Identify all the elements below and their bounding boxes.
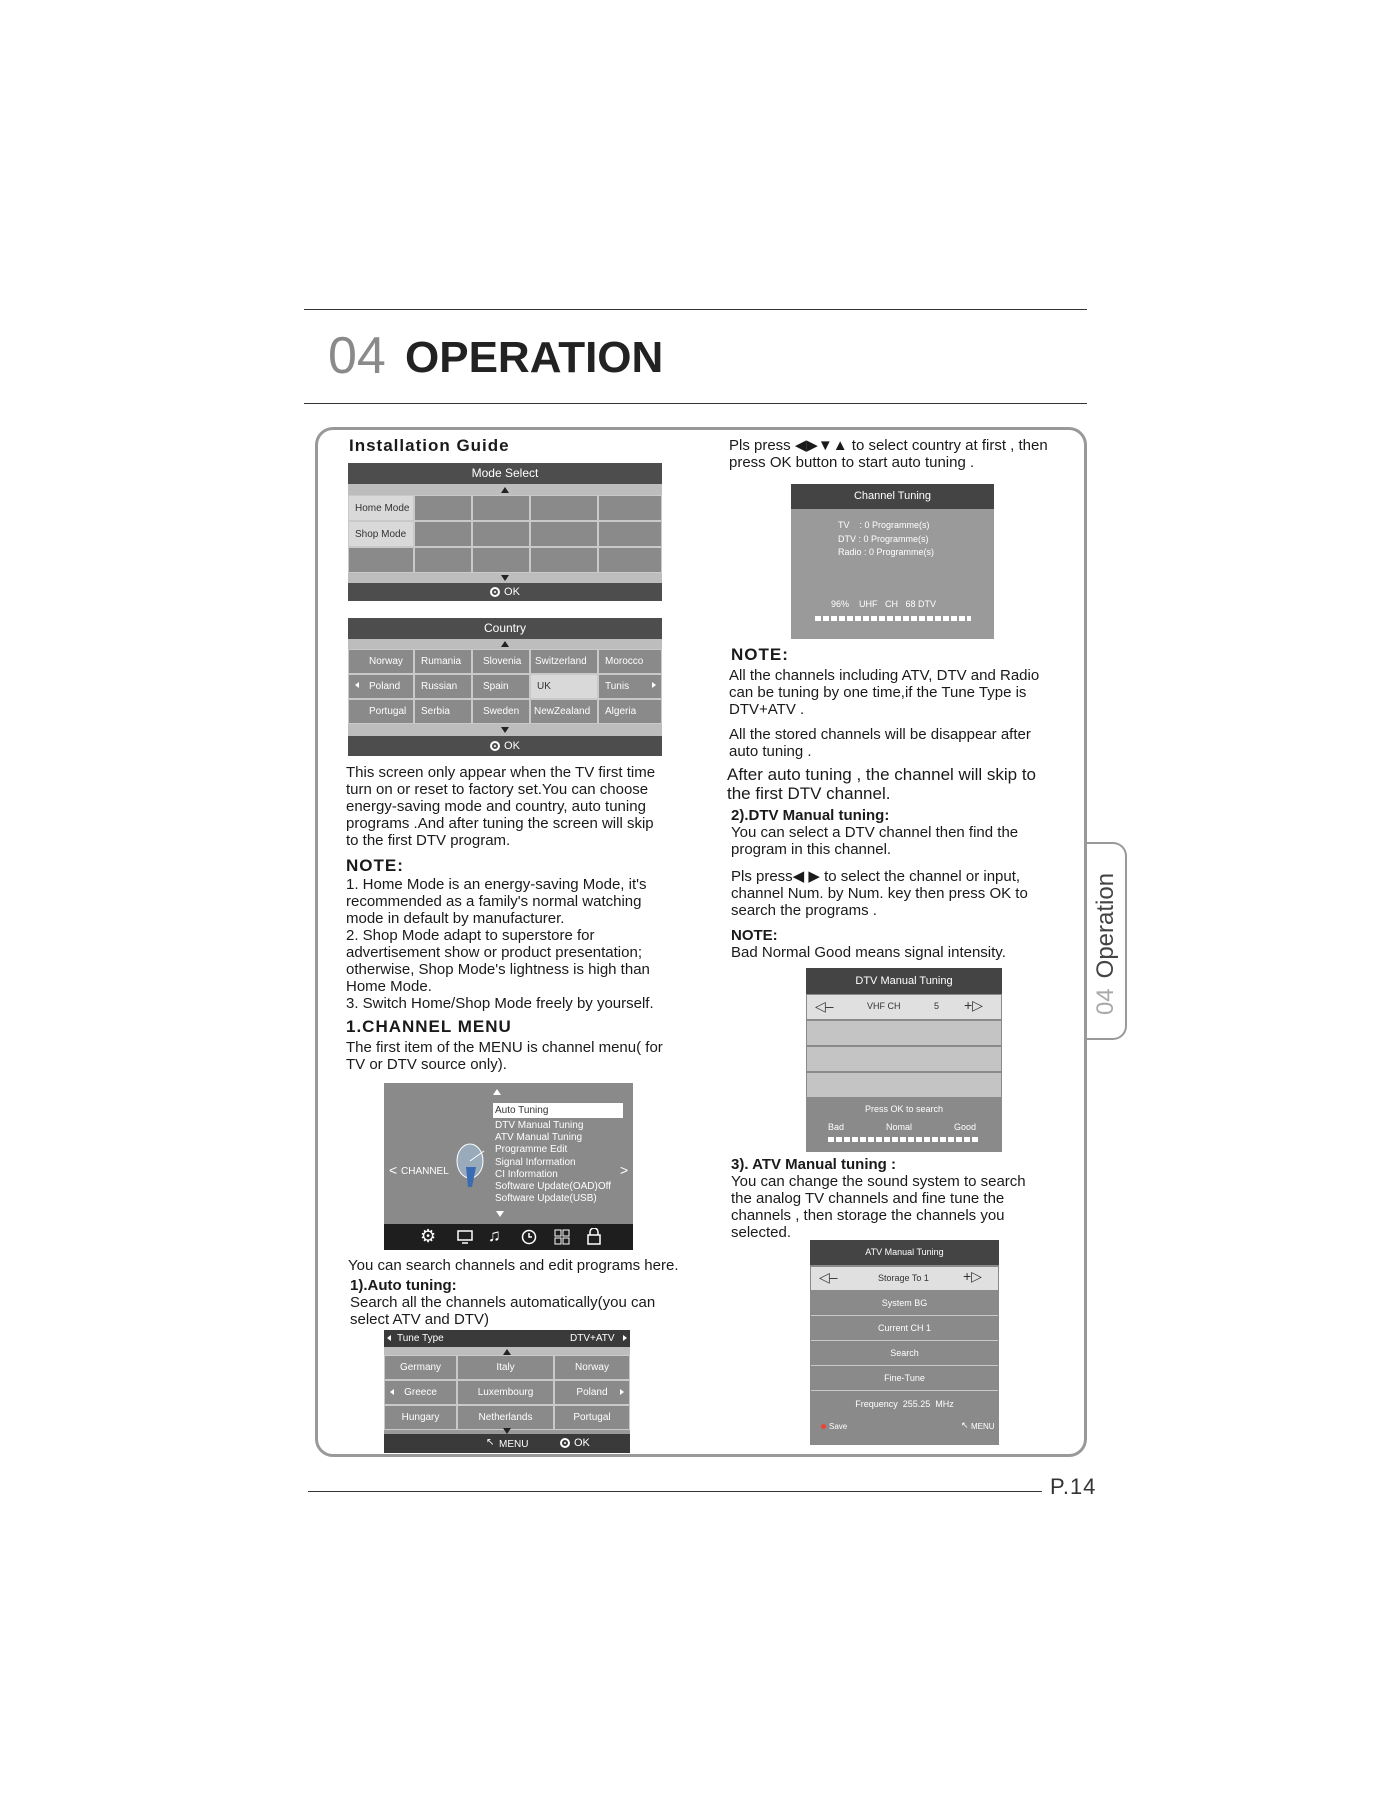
country-cell[interactable]: Hungary (384, 1405, 457, 1430)
atv-tuning-desc: selected. (731, 1224, 792, 1241)
atv-tuning-desc: You can change the sound system to search (731, 1173, 1026, 1190)
note-line: 2. Shop Mode adapt to superstore for (346, 927, 595, 944)
dtv-search-hint: Press OK to search (864, 1104, 944, 1114)
dtv-channel-number: 5 (934, 1001, 940, 1011)
country-cell[interactable]: Netherlands (457, 1405, 554, 1430)
country-cell[interactable]: Italy (457, 1355, 554, 1380)
atv-menu-item[interactable]: Current CH 1 (811, 1317, 998, 1341)
channel-menu-heading: 1.CHANNEL MENU (346, 1017, 512, 1036)
note-line: After auto tuning , the channel will skip to (727, 765, 1037, 784)
right-arrow-icon[interactable] (623, 1335, 627, 1341)
down-arrow-icon (501, 727, 509, 733)
dtv-tuning-heading: 2).DTV Manual tuning: (731, 807, 890, 824)
note-line: Bad Normal Good means signal intensity. (731, 944, 1006, 961)
dtv-tuning-desc: You can select a DTV channel then find the (731, 824, 1019, 841)
dtv-channel-label: VHF CH (867, 1001, 901, 1011)
atv-osd-title: ATV Manual Tuning (810, 1240, 999, 1265)
atv-tuning-desc: the analog TV channels and fine tune the (731, 1190, 1005, 1207)
dtv-tuning-desc: program in this channel. (731, 841, 892, 858)
install-desc-line: turn on or reset to factory set.You can choose (346, 781, 649, 798)
note-heading: NOTE: (731, 927, 778, 944)
country-osd (348, 618, 662, 756)
mode-home[interactable]: Home Mode (348, 495, 414, 521)
menu-icon-bar (384, 1224, 633, 1250)
dtv-manual-osd (806, 968, 1002, 1152)
channel-menu-desc: TV or DTV source only). (346, 1056, 507, 1073)
time-clock-icon[interactable] (521, 1229, 537, 1245)
channel-menu-after: You can search channels and edit programs here. (348, 1257, 679, 1274)
tune-type-bar[interactable] (384, 1330, 630, 1347)
install-desc-line: programs .And after tuning the screen will skip (346, 815, 654, 832)
tuning-progress-bar (815, 616, 971, 621)
press-instruction: Pls press ◀▶▼▲ to select country at first , then (729, 437, 1048, 454)
mode-shop[interactable]: Shop Mode (348, 521, 414, 547)
country-cell-selected[interactable]: UK (530, 674, 598, 699)
left-arrow-icon[interactable] (390, 1389, 394, 1395)
atv-manual-osd (810, 1240, 999, 1445)
installation-title: Installation Guide (349, 436, 510, 455)
atv-tuning-desc: channels , then storage the channels you (731, 1207, 1005, 1224)
channel-tuning-title: Channel Tuning (791, 484, 994, 509)
signal-normal-label: Nomal (886, 1122, 913, 1132)
channel-tuning-osd (791, 484, 994, 639)
down-arrow-icon (496, 1211, 504, 1217)
note-line: All the channels including ATV, DTV and Radio (729, 667, 1040, 684)
menu-item[interactable]: DTV Manual Tuning (495, 1120, 584, 1131)
minus-icon[interactable]: ◁– (819, 1269, 838, 1285)
note-line: DTV+ATV . (729, 701, 805, 718)
country-cell[interactable]: Germany (384, 1355, 457, 1380)
footer-rule (308, 1491, 1042, 1492)
radio-count: Radio : 0 Programme(s) (838, 547, 935, 557)
tv-count: TV : 0 Programme(s) (838, 520, 930, 530)
country-cell[interactable]: Serbia (414, 699, 472, 724)
page-number: P.14 (1050, 1474, 1097, 1499)
install-desc-line: This screen only appear when the TV first time (346, 764, 656, 781)
side-tab-label: 04Operation (1092, 872, 1119, 1016)
country-cell[interactable]: Russian (414, 674, 472, 699)
down-arrow-icon (501, 575, 509, 581)
country-cell[interactable]: Greece (384, 1380, 457, 1405)
country-ok-bar[interactable]: OK (348, 736, 662, 756)
install-desc-line: energy-saving mode and country, auto tuning (346, 798, 646, 815)
signal-bad-label: Bad (828, 1122, 845, 1132)
tune-bottom-bar (384, 1434, 630, 1453)
satellite-dish-icon (452, 1141, 490, 1189)
tune-type-value: DTV+ATV (570, 1333, 615, 1344)
ok-icon (490, 741, 500, 751)
minus-icon[interactable]: ◁– (815, 998, 834, 1014)
dtv-osd-title: DTV Manual Tuning (806, 968, 1002, 994)
country-cell[interactable]: Tunis (598, 674, 662, 699)
mode-ok-bar[interactable]: OK (348, 583, 662, 601)
dtv-press: channel Num. by Num. key then press OK to (731, 885, 1028, 902)
note-line: recommended as a family's normal watching (346, 893, 642, 910)
tuning-status: 96% UHF CH 68 DTV (831, 599, 937, 609)
menu-item[interactable]: Software Update(OAD)Off (495, 1181, 611, 1192)
menu-key-label[interactable]: MENU (499, 1439, 529, 1450)
note-heading: NOTE: (731, 645, 789, 664)
note-line: can be tuning by one time,if the Tune Type is (729, 684, 1027, 701)
save-key-label[interactable]: Save (829, 1422, 848, 1431)
atv-menu-item[interactable]: System BG (811, 1292, 998, 1316)
country-cell[interactable]: Algeria (598, 699, 662, 724)
chapter-title: OPERATION (405, 333, 664, 382)
save-key-icon (821, 1424, 826, 1429)
ok-icon (490, 587, 500, 597)
header-rule (304, 403, 1087, 404)
left-arrow-icon[interactable] (387, 1335, 391, 1341)
country-cell[interactable]: Portugal (348, 699, 414, 724)
dtv-count: DTV : 0 Programme(s) (838, 534, 929, 544)
note-line: 1. Home Mode is an energy-saving Mode, it's (346, 876, 647, 893)
menu-item[interactable]: Signal Information (495, 1157, 576, 1168)
chevron-right-icon[interactable]: > (620, 1162, 629, 1178)
lock-icon[interactable] (586, 1228, 602, 1245)
atv-storage-label: Storage To 1 (878, 1273, 929, 1283)
press-instruction: press OK button to start auto tuning . (729, 454, 975, 471)
auto-tuning-desc: select ATV and DTV) (350, 1311, 489, 1328)
country-title: Country (348, 618, 662, 639)
atv-menu-item[interactable]: Fine-Tune (811, 1367, 998, 1391)
country-cell[interactable]: Luxembourg (457, 1380, 554, 1405)
note-line: otherwise, Shop Mode's lightness is high than (346, 961, 650, 978)
menu-category-label: CHANNEL (401, 1166, 449, 1177)
country-cell[interactable]: Poland (348, 674, 414, 699)
up-arrow-icon (493, 1089, 501, 1095)
country-cell[interactable]: Sweden (472, 699, 530, 724)
note-line: advertisement show or product presentation; (346, 944, 642, 961)
signal-strength-bar (828, 1137, 978, 1142)
note-line: 3. Switch Home/Shop Mode freely by yourself. (346, 995, 654, 1012)
country-cell[interactable]: Portugal (554, 1405, 630, 1430)
country-cell[interactable]: Switzerland (530, 649, 598, 674)
note-line: Home Mode. (346, 978, 432, 995)
note-line: All the stored channels will be disappear after (729, 726, 1031, 743)
atv-tuning-heading: 3). ATV Manual tuning : (731, 1156, 896, 1173)
country-cell[interactable]: Norway (554, 1355, 630, 1380)
menu-item[interactable]: Programme Edit (495, 1144, 568, 1155)
dtv-press: search the programs . (731, 902, 877, 919)
note-line: auto tuning . (729, 743, 812, 760)
mode-select-osd (348, 463, 662, 601)
install-desc-line: to the first DTV program. (346, 832, 511, 849)
mode-select-title: Mode Select (348, 463, 662, 484)
tune-type-osd (384, 1330, 630, 1453)
country-cell[interactable]: Poland (554, 1380, 630, 1405)
channel-menu-osd (384, 1083, 633, 1250)
channel-menu-desc: The first item of the MENU is channel menu( for (346, 1039, 663, 1056)
chevron-left-icon[interactable]: < (389, 1162, 398, 1178)
menu-item[interactable]: ATV Manual Tuning (495, 1132, 583, 1143)
auto-tuning-heading: 1).Auto tuning: (350, 1277, 457, 1294)
dtv-press: Pls press◀ ▶ to select the channel or input, (731, 868, 1021, 885)
country-cell[interactable]: Slovenia (472, 649, 530, 674)
signal-good-label: Good (954, 1122, 977, 1132)
tune-type-label: Tune Type (397, 1333, 444, 1344)
ok-key[interactable]: OK (560, 1437, 590, 1449)
country-cell[interactable]: Spain (472, 674, 530, 699)
dtv-row (807, 1021, 1001, 1045)
dtv-row (807, 1073, 1001, 1097)
plus-icon[interactable]: +▷ (963, 1268, 982, 1284)
menu-item[interactable]: CI Information (495, 1169, 558, 1180)
note-heading: NOTE: (346, 856, 404, 875)
ok-icon (560, 1438, 570, 1448)
left-arrow-icon[interactable] (355, 682, 359, 688)
picture-monitor-icon[interactable] (457, 1230, 473, 1244)
settings-gear-icon[interactable]: ⚙ (420, 1226, 437, 1246)
sound-note-icon[interactable]: ♫ (488, 1226, 501, 1245)
atv-storage-row[interactable] (811, 1267, 998, 1290)
country-cell[interactable]: Norway (348, 649, 414, 674)
auto-tuning-desc: Search all the channels automatically(you can (350, 1294, 656, 1311)
note-line: the first DTV channel. (727, 784, 891, 803)
chapter-number: 04 (328, 327, 386, 385)
up-arrow-icon (501, 487, 509, 493)
dtv-row (807, 1047, 1001, 1071)
country-cell[interactable]: NewZealand (530, 699, 598, 724)
menu-list (493, 1103, 625, 1213)
dtv-channel-row[interactable] (807, 995, 1001, 1019)
note-line: mode in default by manufacturer. (346, 910, 565, 927)
up-arrow-icon (501, 641, 509, 647)
menu-key-icon: ↖ (961, 1420, 969, 1430)
atv-frequency: Frequency 255.25 MHz (855, 1399, 954, 1409)
menu-item-auto-tuning[interactable]: Auto Tuning (493, 1103, 623, 1118)
right-arrow-icon[interactable] (620, 1389, 624, 1395)
country-cell[interactable]: Morocco (598, 649, 662, 674)
right-arrow-icon[interactable] (652, 682, 656, 688)
menu-key-label[interactable]: MENU (971, 1422, 995, 1431)
country-cell[interactable]: Rumania (414, 649, 472, 674)
menu-item[interactable]: Software Update(USB) (495, 1193, 597, 1204)
menu-key-icon: ↖ (486, 1437, 495, 1448)
plus-icon[interactable]: +▷ (964, 997, 983, 1013)
atv-menu-item[interactable]: Search (811, 1342, 998, 1366)
top-rule (304, 309, 1087, 310)
option-grid-icon[interactable] (554, 1229, 570, 1245)
